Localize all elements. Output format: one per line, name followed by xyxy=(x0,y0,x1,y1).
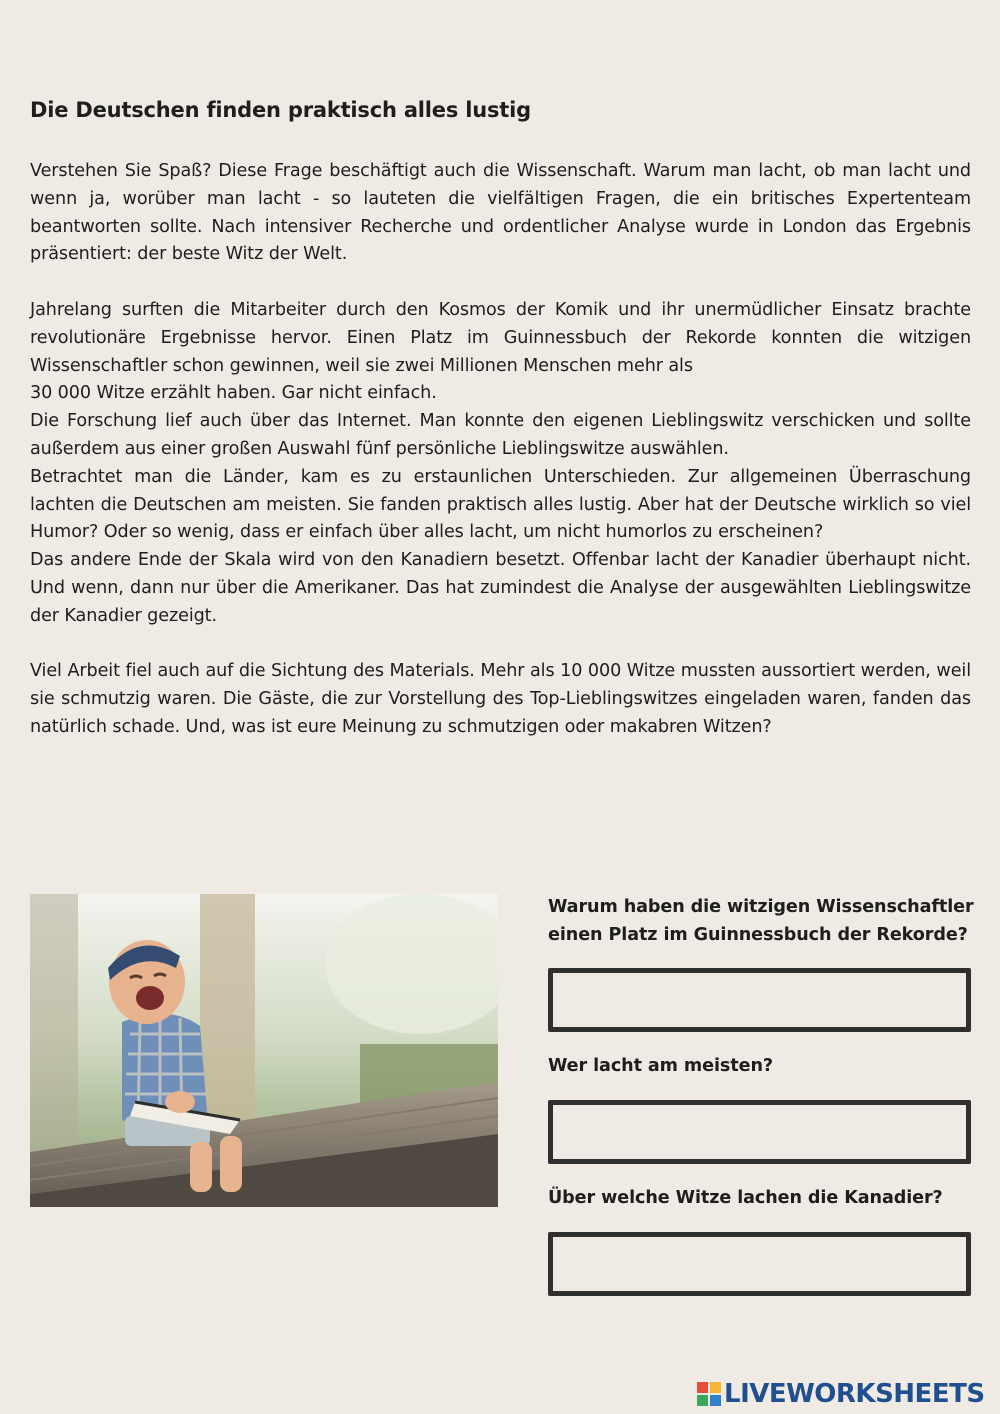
liveworksheets-logo-icon xyxy=(697,1382,721,1406)
paragraph-2-continued: 30 000 Witze erzählt haben. Gar nicht einfach. xyxy=(30,383,437,404)
paragraph-4: Betrachtet man die Länder, kam es zu erstaunlichen Unterschieden. Zur allgemeinen Überraschung lachten die Deutschen am meisten. Sie fanden praktisch alles lustig. Aber hat der Deutsche wirklich so viel Humor? Oder so wenig, dass er einfach über alles lacht, um nicht humorlos zu erscheinen? xyxy=(30,466,971,543)
page-title: Die Deutschen finden praktisch alles lustig xyxy=(30,98,531,122)
article-body xyxy=(30,158,971,742)
question-1-label xyxy=(548,893,974,949)
paragraph-1: Verstehen Sie Spaß? Diese Frage beschäftigt auch die Wissenschaft. Warum man lacht, ob man lacht und wenn ja, worüber man lacht - so lauteten die vielfältigen Fragen, die ein britisches Expertenteam beantworten sollte. Nach intensiver Recherche und ordentlicher Analyse wurde in London das Ergebnis präsentiert: der beste Witz der Welt. xyxy=(30,161,971,265)
question-3-label: Über welche Witze lachen die Kanadier? xyxy=(548,1188,943,1208)
question-1-line-2: einen Platz im Guinnessbuch der Rekorde? xyxy=(548,925,968,945)
question-1-line-1: Warum haben die witzigen Wissenschaftler xyxy=(548,897,974,917)
laughing-boy-photo xyxy=(30,894,498,1207)
answer-input-3[interactable] xyxy=(548,1232,971,1296)
answer-input-1[interactable] xyxy=(548,968,971,1032)
answer-input-2[interactable] xyxy=(548,1100,971,1164)
question-2-label: Wer lacht am meisten? xyxy=(548,1056,773,1076)
paragraph-6: Viel Arbeit fiel auch auf die Sichtung des Materials. Mehr als 10 000 Witze mussten aussortiert werden, weil sie schmutzig waren. Die Gäste, die zur Vorstellung des Top-Lieblingswitzes eingeladen waren, fanden das natürlich schade. Und, was ist eure Meinung zu schmutzigen oder makabren Witzen? xyxy=(30,661,971,737)
paragraph-5: Das andere Ende der Skala wird von den Kanadiern besetzt. Offenbar lacht der Kanadier überhaupt nicht. Und wenn, dann nur über die Amerikaner. Das hat zumindest die Analyse der ausgewählten Lieblingswitze der Kanadier gezeigt. xyxy=(30,550,971,626)
paragraph-2: Jahrelang surften die Mitarbeiter durch den Kosmos der Komik und ihr unermüdlicher Einsatz brachte revolutionäre Ergebnisse hervor. Einen Platz im Guinnessbuch der Rekorde konnten die witzigen Wissenschaftler schon gewinnen, weil sie zwei Millionen Menschen mehr als xyxy=(30,299,971,376)
liveworksheets-logo xyxy=(697,1378,985,1410)
paragraph-3: Die Forschung lief auch über das Internet. Man konnte den eigenen Lieblingswitz verschicken und sollte außerdem aus einer großen Auswahl fünf persönliche Lieblingswitze auswählen. xyxy=(30,411,971,459)
photo-illustration xyxy=(30,894,498,1207)
logo-text: LIVEWORKSHEETS xyxy=(724,1379,985,1409)
